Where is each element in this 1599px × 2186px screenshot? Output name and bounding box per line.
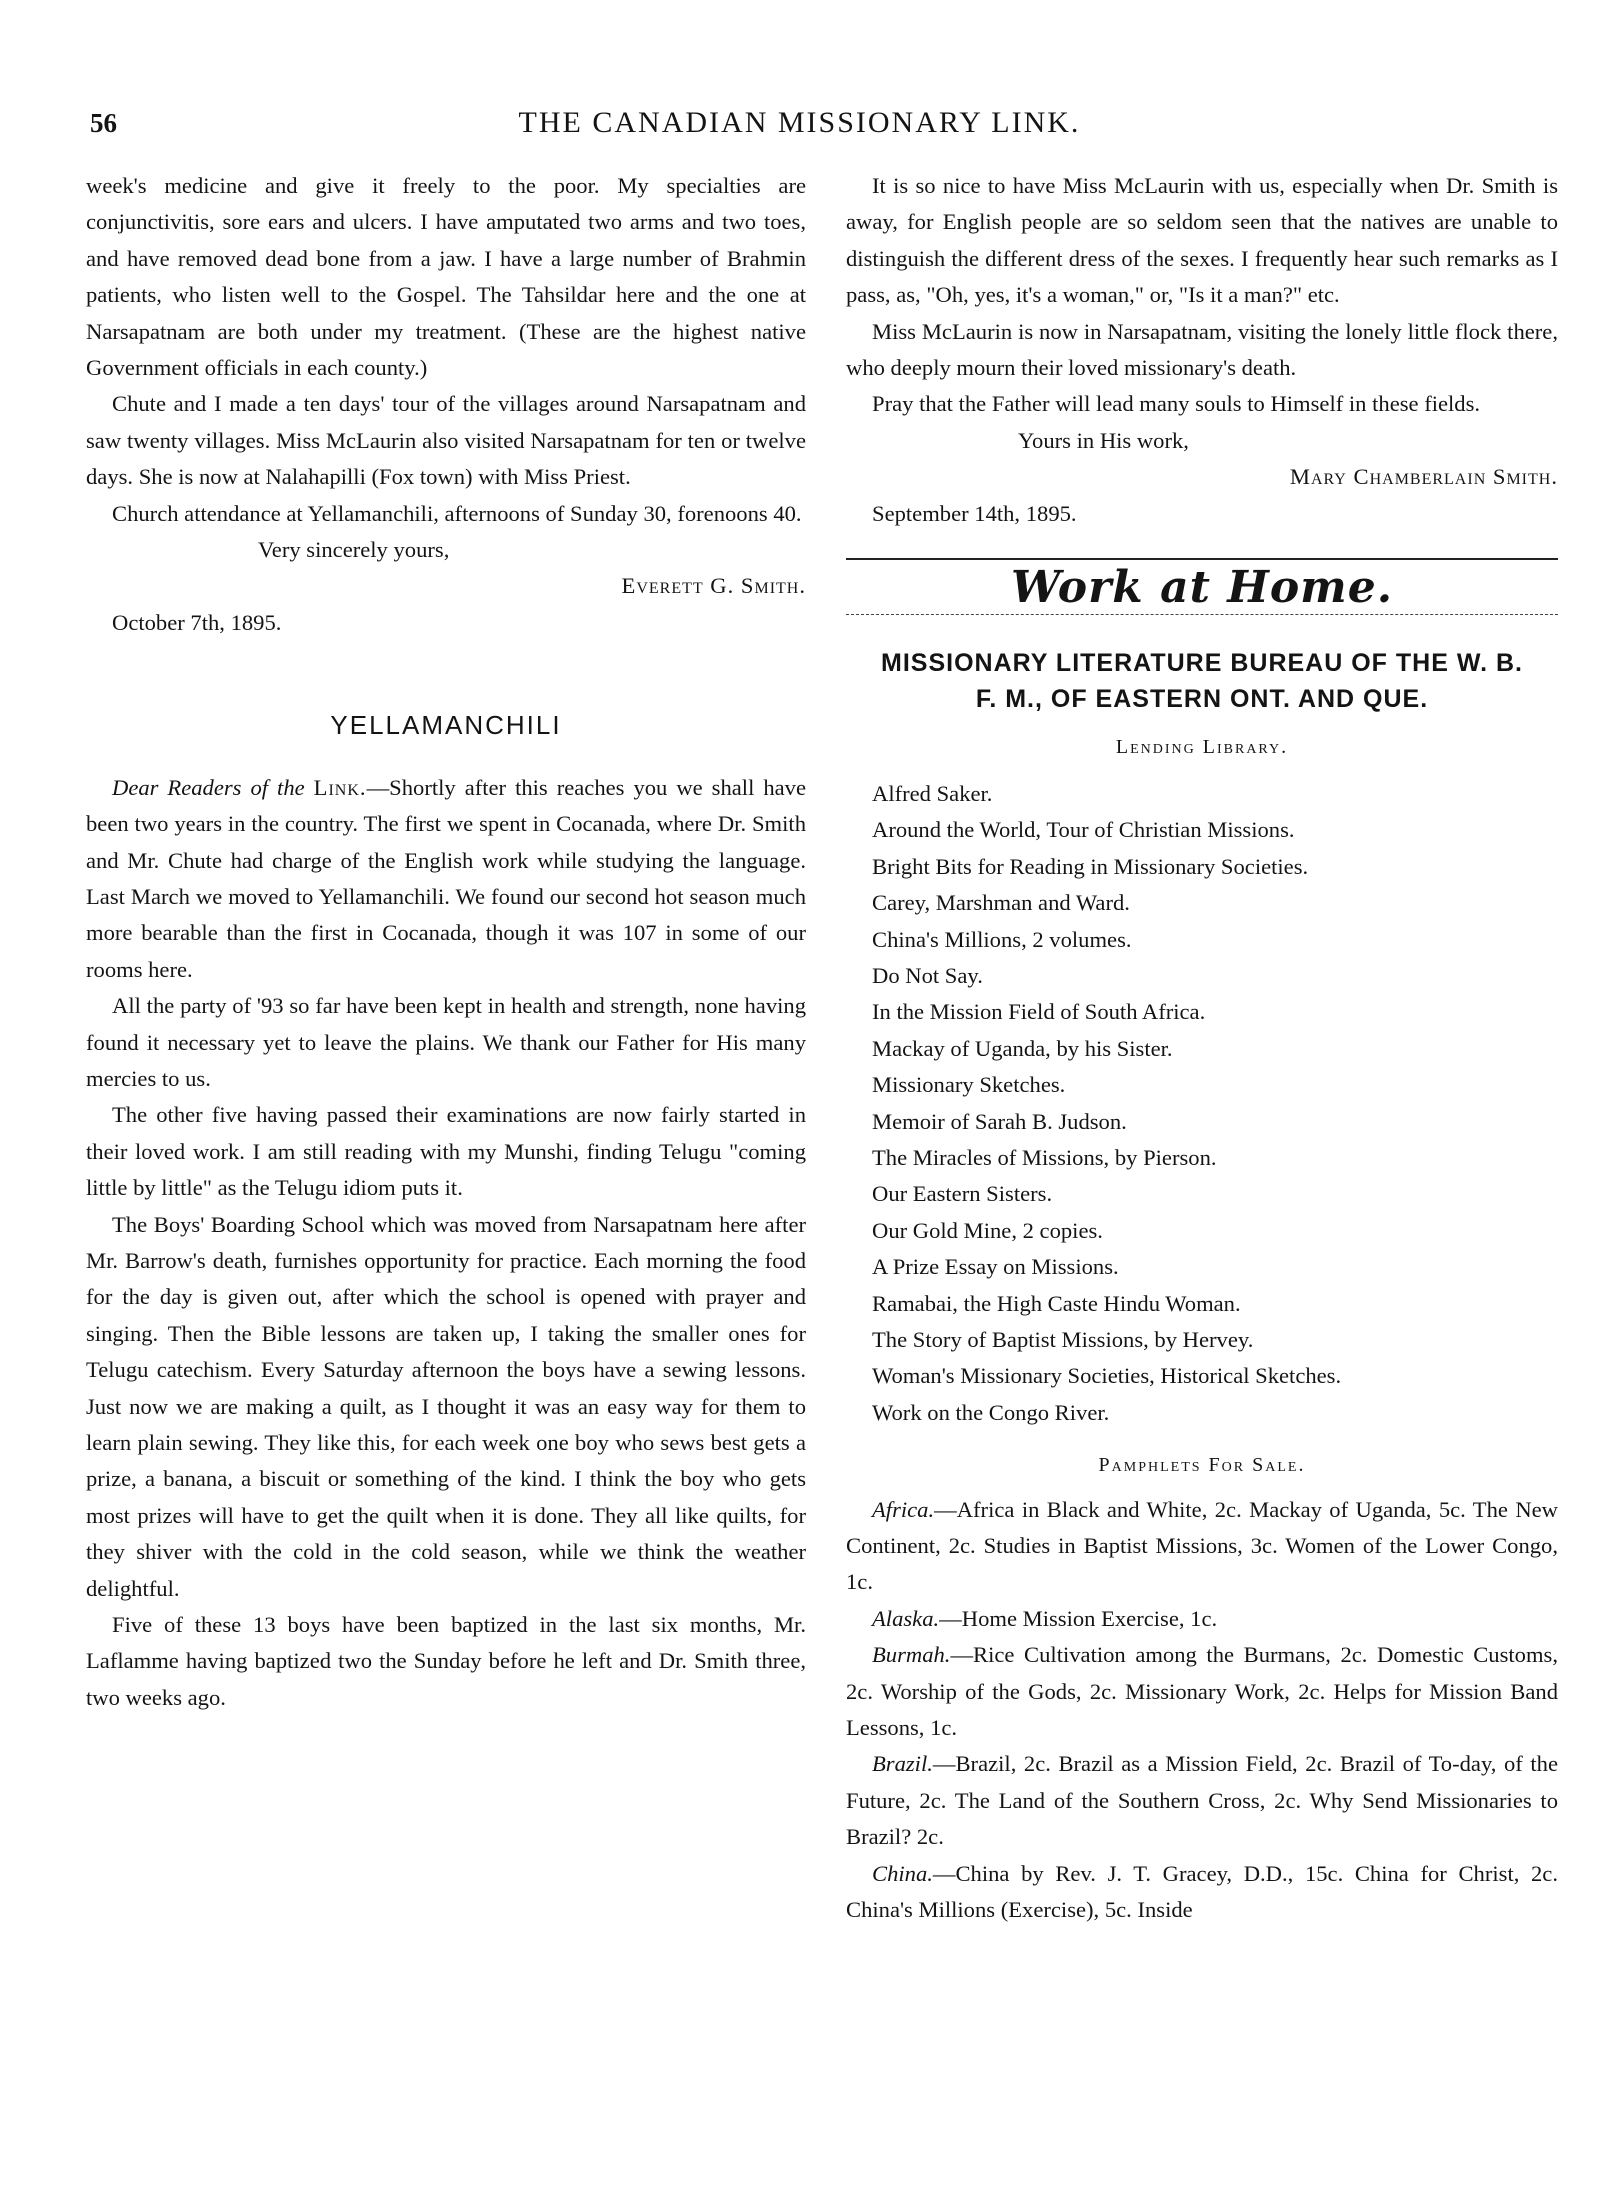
list-item: In the Mission Field of South Africa. [872,999,1206,1025]
lending-library-heading: Lending Library. [1115,736,1289,759]
list-item: A Prize Essay on Missions. [872,1254,1119,1280]
list-item: Mackay of Uganda, by his Sister. [872,1035,1173,1061]
pamphlet-entry [846,1492,1558,1601]
list-item: Missionary Sketches. [872,1072,1066,1098]
letter-date: September 14th, 1895. [872,500,1077,526]
pamphlet-entry [846,1856,1558,1929]
yellamanchili-paragraph: The Boys' Boarding School which was moved from Narsapatnam here after Mr. Barrow's death, furnishes opportunity for practice. Each morning the food for the day is given out, after which the school is opened with prayer and singing. Then the Bible lessons are taken up, I taking the smaller ones for Telugu catechism. Every Saturday afternoon the boys have a sewing lessons. Just now we are making a quilt, as I thought it was an easy way for them to learn plain sewing. They like this, for each week one boy who sews best gets a prize, a banana, a biscuit or something of the kind. I think the boy who gets most prizes will have to get the quilt when it is done. They all like quilts, for they shiver with the cold in the cold season, while we think the weather delightful. [86,1211,806,1601]
list-item: The Miracles of Missions, by Pierson. [872,1144,1217,1170]
section-rule [846,614,1558,615]
section-rule [846,558,1558,560]
letter-paragraph: Pray that the Father will lead many souls to Himself in these fields. [872,391,1481,417]
right-column [846,168,1558,1928]
letter-closing: Yours in His work, [1018,427,1189,453]
left-column [86,168,806,1716]
letter-paragraph: Miss McLaurin is now in Narsapatnam, visiting the lonely little flock there, who deeply mourn their loved missionary's death. [846,318,1558,381]
link-name: Link. [313,774,367,800]
letter-paragraph: week's medicine and give it freely to the poor. My specialties are conjunctivitis, sore ears and ulcers. I have amputated two arms and two toes, and have removed dead bone from a jaw. I have a large number of Brahmin patients, who listen well to the Gospel. The Tahsildar here and the one at Narsapatnam are both under my treatment. (These are the highest native Government officials in each county.) [86,173,806,381]
list-item: Around the World, Tour of Christian Missions. [872,817,1295,843]
pamphlet-category: Alaska. [872,1605,940,1631]
work-at-home-title: Work at Home. [1010,562,1394,614]
salutation-text: —Shortly after this reaches you we shall have been two years in the country. The first we spent in Cocanada, where Dr. Smith and Mr. Chute had charge of the English work while studying the language. Last March we moved to Yellamanchili. We found our second hot season much more bearable than the first in Cocanada, though it was 107 in some of our rooms here. [86,774,807,982]
list-item: Our Gold Mine, 2 copies. [872,1217,1103,1243]
page-number: 56 [90,108,117,138]
letter-paragraph: Church attendance at Yellamanchili, afternoons of Sunday 30, forenoons 40. [112,500,802,526]
library-list [846,776,1558,1431]
letter-date: October 7th, 1895. [112,609,282,635]
letter-paragraph: Chute and I made a ten days' tour of the villages around Narsapatnam and saw twenty villages. Miss McLaurin also visited Narsapatnam for ten or twelve days. She is now at Nalahapilli (Fox town) with Miss Priest. [86,391,806,490]
pamphlet-entry [846,1637,1558,1746]
letter-closing: Very sincerely yours, [258,537,450,563]
yellamanchili-paragraph: The other five having passed their examinations are now fairly started in their loved work. I am still reading with my Munshi, finding Telugu "coming little by little" as the Telugu idiom puts it. [86,1102,806,1201]
pamphlet-text: —China by Rev. J. T. Gracey, D.D., 15c. China for Christ, 2c. China's Millions (Exercise), 5c. Inside [846,1860,1558,1923]
pamphlet-text: —Brazil, 2c. Brazil as a Mission Field, 2c. Brazil of To-day, of the Future, 2c. The Land of the Southern Cross, 2c. Why Send Missionaries to Brazil? 2c. [846,1751,1558,1850]
letter-signature: Everett G. Smith. [621,573,806,599]
pamphlet-category: Burmah. [872,1642,951,1668]
pamphlet-category: Brazil. [872,1751,933,1777]
bureau-title-line: F. M., OF EASTERN ONT. AND QUE. [975,685,1429,714]
pamphlet-text: —Rice Cultivation among the Burmans, 2c. Domestic Customs, 2c. Worship of the Gods, 2c. Missionary Work, 2c. Helps for Mission Band Lessons, 1c. [846,1642,1558,1741]
list-item: China's Millions, 2 volumes. [872,926,1132,952]
list-item: Memoir of Sarah B. Judson. [872,1108,1127,1134]
yellamanchili-paragraph: Five of these 13 boys have been baptized in the last six months, Mr. Laflamme having baptized two the Sunday before he left and Dr. Smith three, two weeks ago. [86,1612,806,1710]
list-item: Work on the Congo River. [872,1399,1110,1425]
letter-paragraph: It is so nice to have Miss McLaurin with us, especially when Dr. Smith is away, for English people are so seldom seen that the natives are unable to distinguish the different dress of the sexes. I frequently hear such remarks as I pass, as, "Oh, yes, it's a woman," or, "Is it a man?" etc. [846,173,1558,308]
list-item: The Story of Baptist Missions, by Hervey. [872,1326,1254,1352]
yellamanchili-paragraph: All the party of '93 so far have been kept in health and strength, none having found it necessary yet to leave the plains. We thank our Father for His many mercies to us. [86,993,806,1091]
salutation: Dear Readers of the [112,774,305,800]
yellamanchili-title: YELLAMANCHILI [330,710,562,741]
list-item: Alfred Saker. [872,780,993,806]
masthead: THE CANADIAN MISSIONARY LINK. [518,106,1081,139]
list-item: Bright Bits for Reading in Missionary Societies. [872,853,1309,879]
list-item: Our Eastern Sisters. [872,1181,1053,1207]
yellamanchili-paragraph [86,770,806,988]
list-item: Woman's Missionary Societies, Historical Sketches. [872,1363,1342,1389]
list-item: Do Not Say. [872,962,983,988]
letter-signature: Mary Chamberlain Smith. [1289,464,1558,490]
list-item: Ramabai, the High Caste Hindu Woman. [872,1290,1241,1316]
pamphlets-heading: Pamphlets For Sale. [1098,1454,1306,1477]
pamphlet-category: China. [872,1860,933,1886]
pamphlet-category: Africa. [872,1496,935,1522]
pamphlet-entry [846,1601,1558,1637]
pamphlet-text: —Africa in Black and White, 2c. Mackay of Uganda, 5c. The New Continent, 2c. Studies in Baptist Missions, 3c. Women of the Lower Congo, 1c. [846,1496,1558,1595]
pamphlet-text: —Home Mission Exercise, 1c. [939,1605,1218,1631]
pamphlet-entry [846,1746,1558,1855]
list-item: Carey, Marshman and Ward. [872,890,1130,916]
bureau-title [846,645,1558,717]
bureau-title-line: MISSIONARY LITERATURE BUREAU OF THE W. B. [881,649,1523,678]
